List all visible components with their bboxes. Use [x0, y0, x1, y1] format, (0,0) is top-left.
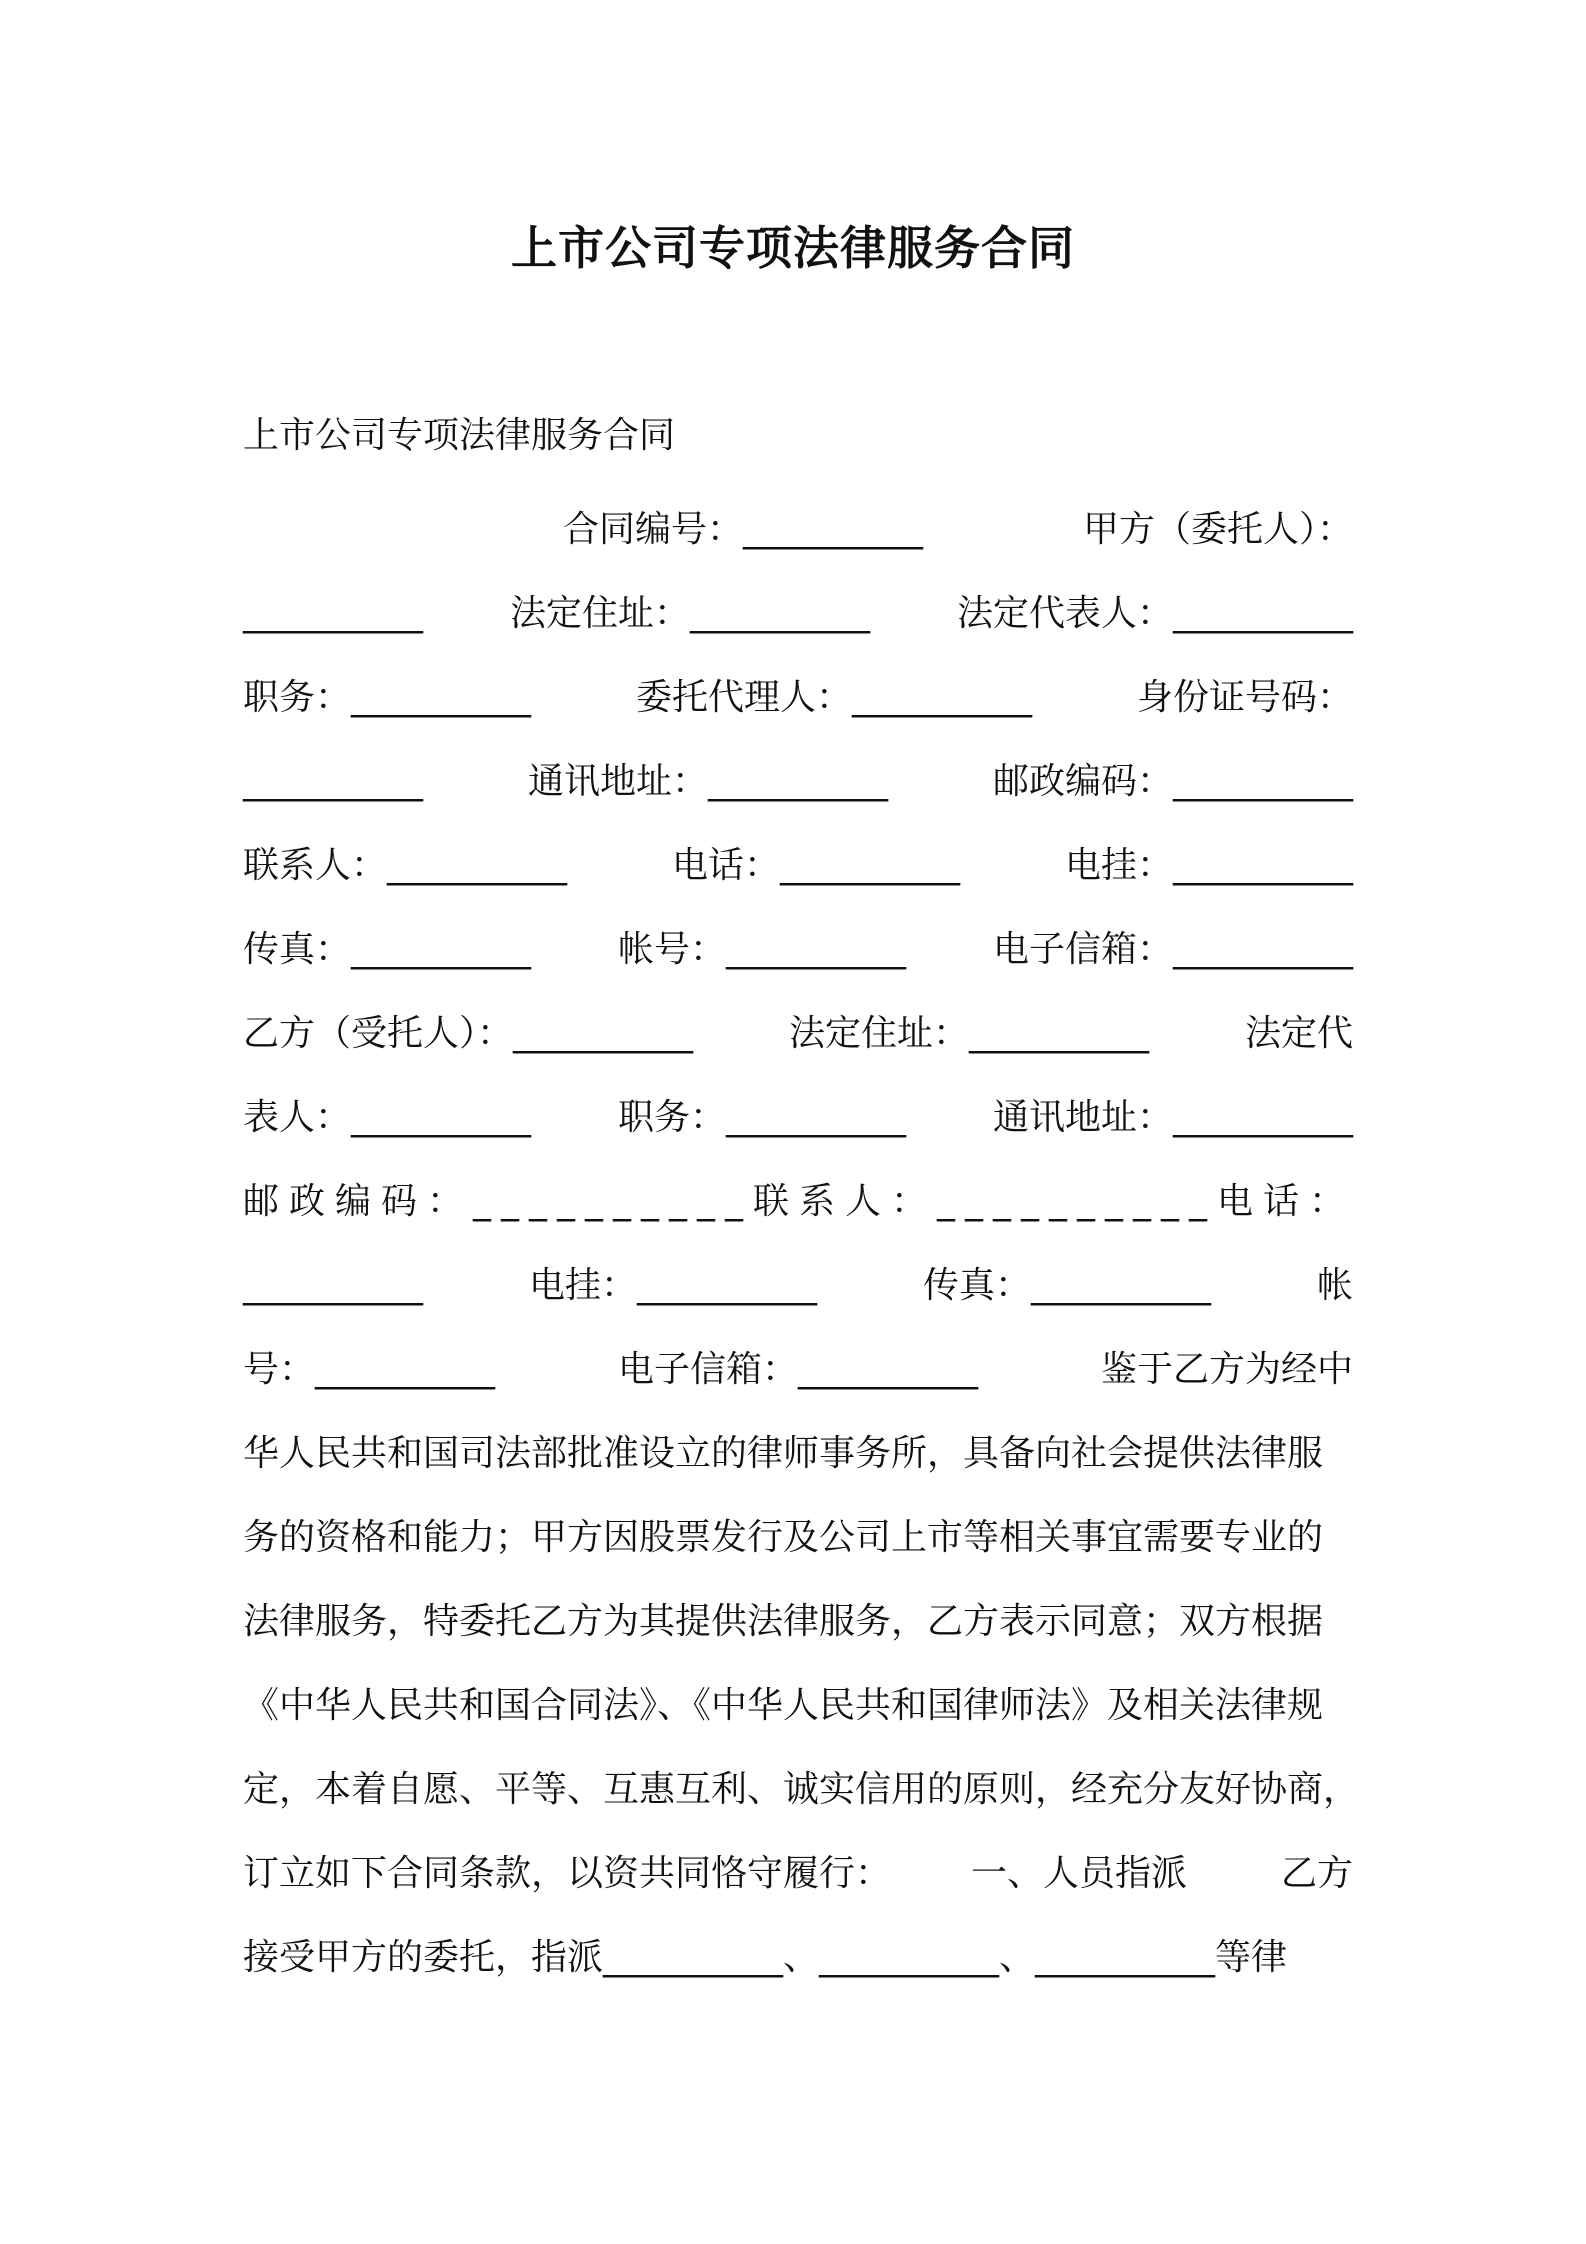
party-a-phone-field: 电话：__________: [671, 845, 960, 886]
party-b-fax-field: 传真：__________: [922, 1265, 1211, 1306]
party-b-account-field: 号：__________: [243, 1349, 496, 1390]
party-b-phone-blank: __________: [243, 1265, 423, 1306]
party-b-email-field: 电子信箱：__________: [617, 1349, 978, 1390]
text-line: [243, 1412, 1353, 1496]
paragraph-text: 定，本着自愿、平等、互惠互利、诚实信用的原则，经充分友好协商，: [243, 1769, 1360, 1810]
party-a-address-field: 法定住址：__________: [509, 593, 870, 634]
party-a-account-field: 帐号：__________: [617, 929, 906, 970]
party-b-representative-field: 表人：__________: [243, 1097, 532, 1138]
party-b-representative-label: 法定代: [1244, 1013, 1353, 1054]
party-a-id-label: 身份证号码：: [1136, 677, 1353, 718]
party-a-blank: __________: [243, 593, 423, 634]
document-title: 上市公司专项法律服务合同: [511, 221, 1075, 275]
text-line: [243, 1328, 1353, 1412]
text-line: [243, 1160, 1356, 1244]
text-line: [243, 572, 1353, 656]
contract-number-field: 合同编号：__________: [562, 509, 923, 550]
text-line: [243, 1916, 1353, 2000]
text-line: [243, 488, 1353, 572]
party-a-representative-field: 法定代表人：__________: [956, 593, 1353, 634]
contract-body: [243, 488, 1360, 2000]
text-line: [243, 656, 1353, 740]
party-b-label: 乙方（受托人）：__________: [243, 1013, 694, 1054]
recital-start: 鉴于乙方为经中: [1100, 1349, 1353, 1390]
text-line: [243, 1580, 1353, 1664]
paragraph-text: 《中华人民共和国合同法》、《中华人民共和国律师法》及相关法律规: [243, 1685, 1324, 1726]
party-a-fax-field: 传真：__________: [243, 929, 532, 970]
text-line: [243, 1748, 1360, 1832]
party-a-agent-field: 委托代理人：__________: [635, 677, 1032, 718]
document-subtitle: 上市公司专项法律服务合同: [243, 415, 676, 456]
party-b-phone-label: 电话：: [1217, 1181, 1356, 1222]
text-line: [243, 1496, 1353, 1580]
text-line: [243, 1664, 1353, 1748]
paragraph-text: 接受甲方的委托，指派__________、__________、__________等律: [243, 1937, 1288, 1978]
party-b-position-field: 职务：__________: [617, 1097, 906, 1138]
party-a-postcode-field: 邮政编码：__________: [992, 761, 1353, 802]
party-b-contact-field: 联系人：__________: [753, 1181, 1218, 1222]
paragraph-text: 务的资格和能力；甲方因股票发行及公司上市等相关事宜需要专业的: [243, 1517, 1324, 1558]
party-b-mail-address-field: 通讯地址：__________: [992, 1097, 1353, 1138]
text-line: [243, 1076, 1353, 1160]
text-line: [243, 1832, 1353, 1916]
paragraph-text: 订立如下合同条款，以资共同恪守履行：: [243, 1853, 892, 1894]
party-a-position-field: 职务：__________: [243, 677, 532, 718]
party-a-email-field: 电子信箱：__________: [992, 929, 1353, 970]
paragraph-text: 华人民共和国司法部批准设立的律师事务所，具备向社会提供法律服: [243, 1433, 1324, 1474]
party-b-account-label: 帐: [1316, 1265, 1353, 1306]
party-b-postcode-field: 邮政编码：__________: [243, 1181, 754, 1222]
text-line: [243, 824, 1353, 908]
party-b-address-field: 法定住址：__________: [788, 1013, 1149, 1054]
party-a-mail-address-field: 通讯地址：__________: [527, 761, 888, 802]
party-a-id-blank: __________: [243, 761, 423, 802]
text-line: [243, 908, 1353, 992]
party-a-cable-field: 电挂：__________: [1064, 845, 1353, 886]
text-line: [243, 1244, 1353, 1328]
party-a-label: 甲方（委托人）：: [1082, 509, 1353, 550]
text-line: [243, 992, 1353, 1076]
paragraph-text: 法律服务，特委托乙方为其提供法律服务，乙方表示同意；双方根据: [243, 1601, 1324, 1642]
paragraph-text: 乙方: [1280, 1853, 1353, 1894]
text-line: [243, 740, 1353, 824]
section-heading-personnel: 一、人员指派: [971, 1853, 1188, 1894]
party-a-contact-field: 联系人：__________: [243, 845, 568, 886]
party-b-cable-field: 电挂：__________: [528, 1265, 817, 1306]
